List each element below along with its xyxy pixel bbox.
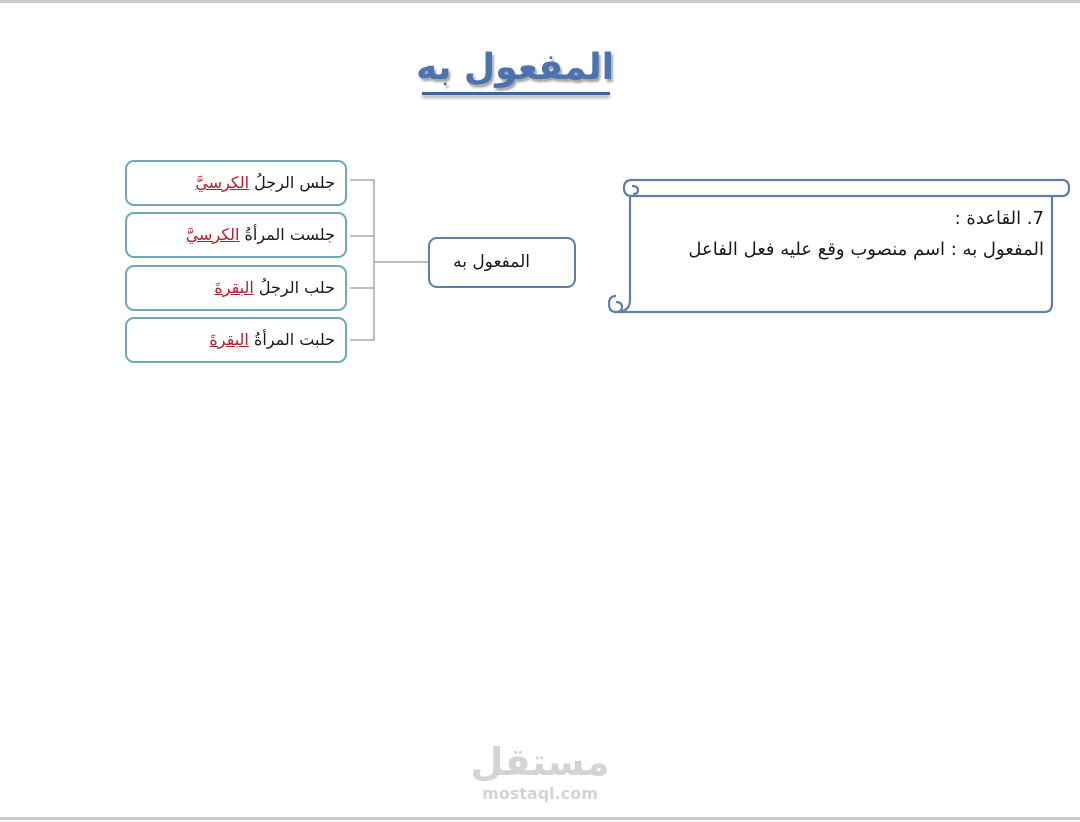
example-prefix: جلس الرجلُ	[249, 173, 335, 192]
scroll-top-roll	[624, 180, 1069, 196]
example-prefix: حلب الرجلُ	[253, 278, 335, 297]
scroll-bottom-curl	[609, 296, 622, 312]
example-prefix: جلست المرأةُ	[239, 225, 335, 244]
watermark	[470, 740, 610, 804]
watermark-logo: مستقل	[470, 740, 610, 784]
example-object: الكرسيَّ	[185, 225, 240, 244]
page-title: المفعول به	[416, 47, 614, 88]
rule-definition: المفعول به : اسم منصوب وقع عليه فعل الفاعل	[688, 239, 1044, 260]
center-concept-box: المفعول به	[428, 237, 576, 288]
rule-heading: 7. القاعدة :	[954, 208, 1044, 229]
example-object: الكرسيَّ	[195, 173, 250, 192]
watermark-url: mostaql.com	[482, 784, 598, 803]
example-prefix: حلبت المرأةُ	[248, 330, 335, 349]
example-object: البقرةَ	[214, 278, 254, 297]
example-object: البقرةَ	[209, 330, 249, 349]
